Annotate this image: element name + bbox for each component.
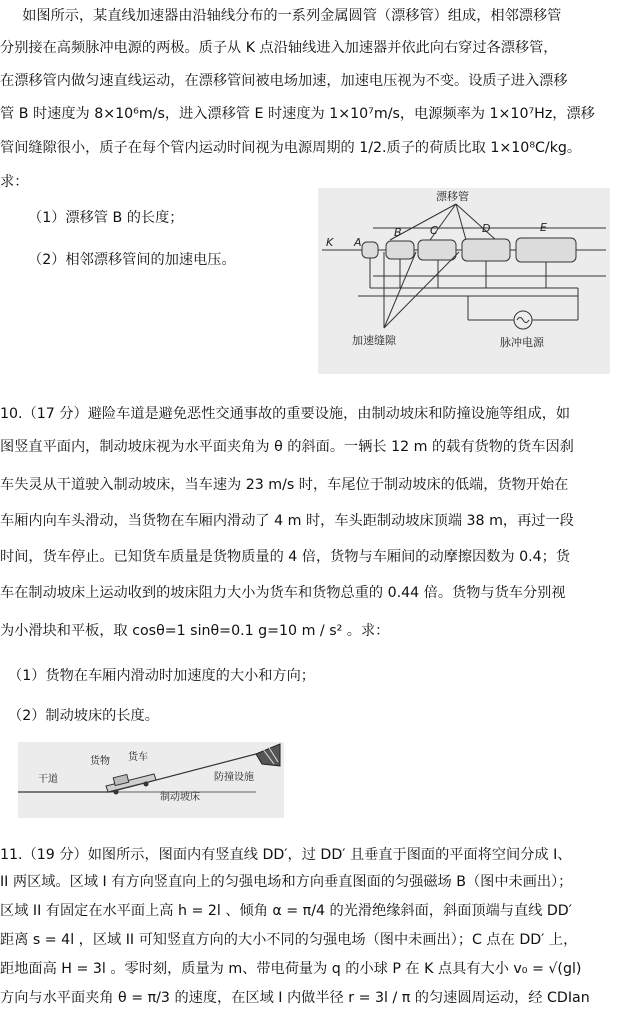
q11-line-6: 方向与水平面夹角 θ = π/3 的速度，在区域 I 内做半径 r = 3l / π 的匀速圆周运动，经 CDIan: [0, 990, 590, 1006]
q10-line-5: 时间，货车停止。已知货车质量是货物质量的 4 倍，货物与车厢间的动摩擦因数为 0.4；货: [0, 549, 571, 565]
q10-line-6: 车在制动坡床上运动收到的坡床阻力大小为货车和货物总重的 0.44 倍。货物与货车分别视: [0, 585, 566, 601]
tube-e: [516, 238, 576, 262]
q9-line-2: 分别接在高频脉冲电源的两极。质子从 K 点沿轴线进入加速器并依此向右穿过各漂移管，: [0, 40, 558, 56]
letter-a: A: [354, 236, 362, 249]
q10-line-1: 10.（17 分）避险车道是避免恶性交通事故的重要设施，由制动坡床和防撞设施等组成，如: [0, 406, 571, 422]
q9-subquestion-2: （2）相邻漂移管间的加速电压。: [28, 252, 236, 268]
q10-line-4: 车厢内向车头滑动，当货物在车厢内滑动了 4 m 时，车头距制动坡床顶端 38 m，再过一段: [0, 513, 574, 529]
q10-line-2: 图竖直平面内，制动坡床视为水平面夹角为 θ 的斜面。一辆长 12 m 的载有货物的货车因刹: [0, 439, 574, 455]
q10-subquestion-2: （2）制动坡床的长度。: [8, 708, 159, 724]
q9-line-4: 管 B 时速度为 8×10⁶m/s，进入漂移管 E 时速度为 1×10⁷m/s，电源频率为 1×10⁷Hz，漂移: [0, 106, 595, 122]
label-brake-ramp: 制动坡床: [160, 792, 200, 803]
label-cargo: 货物: [90, 756, 110, 767]
tube-c: [418, 240, 456, 260]
letter-c: C: [430, 224, 438, 237]
q11-line-3: 区域 II 有固定在水平面上高 h = 2l 、倾角 α = π/4 的光滑绝缘斜面，斜面顶端与直线 DD′: [0, 903, 572, 919]
q11-line-5: 距地面高 H = 3l 。零时刻，质量为 m、带电荷量为 q 的小球 P 在 K 点具有大小 v₀ = √(gl): [0, 961, 582, 977]
accelerator-figure: [318, 188, 610, 374]
barrier-icon: [256, 744, 280, 766]
letter-b: B: [394, 226, 402, 239]
q10-line-3: 车失灵从干道驶入制动坡床，当车速为 23 m/s 时，车尾位于制动坡床的低端，货物开始在: [0, 477, 569, 493]
tube-d: [462, 239, 510, 261]
label-barrier: 防撞设施: [214, 772, 254, 783]
q9-line-6: 求：: [0, 174, 29, 190]
label-main-road: 干道: [38, 774, 58, 785]
q9-subquestion-1: （1）漂移管 B 的长度；: [28, 210, 184, 226]
q11-line-1: 11.（19 分）如图所示，图面内有竖直线 DD′，过 DD′ 且垂直于图面的平面将空间分成 I、: [0, 847, 572, 863]
q11-line-4: 距离 s = 4l ，区域 II 可知竖直方向的大小不同的匀强电场（图中未画出）；C 点在 DD′ 上，: [0, 932, 578, 948]
letter-e: E: [540, 221, 547, 234]
q11-line-2: II 两区域。区域 I 有方向竖直向上的匀强电场和方向垂直图面的匀强磁场 B（图中未画出）；: [0, 874, 573, 890]
q9-line-3: 在漂移管内做匀速直线运动，在漂移管间被电场加速，加速电压视为不变。设质子进入漂移: [0, 73, 568, 89]
letter-d: D: [482, 222, 491, 235]
q10-subquestion-1: （1）货物在车厢内滑动时加速度的大小和方向；: [8, 668, 315, 684]
q10-line-7: 为小滑块和平板，取 cosθ=1 sinθ=0.1 g=10 m / s² 。求：: [0, 623, 390, 639]
label-drift-tube: 漂移管: [436, 190, 469, 203]
label-pulse-source: 脉冲电源: [500, 336, 544, 349]
label-truck: 货车: [128, 752, 148, 763]
tube-a: [362, 242, 378, 258]
tube-b: [386, 241, 414, 259]
q9-line-1: 如图所示，某直线加速器由沿轴线分布的一系列金属圆管（漂移管）组成，相邻漂移管: [8, 8, 562, 24]
q9-line-5: 管间缝隙很小，质子在每个管内运动时间视为电源周期的 1/2.质子的荷质比取 1×10⁸C/kg。: [0, 140, 582, 156]
letter-k: K: [326, 236, 334, 249]
ramp-figure: [18, 742, 284, 818]
label-accel-gap: 加速缝隙: [352, 334, 396, 347]
